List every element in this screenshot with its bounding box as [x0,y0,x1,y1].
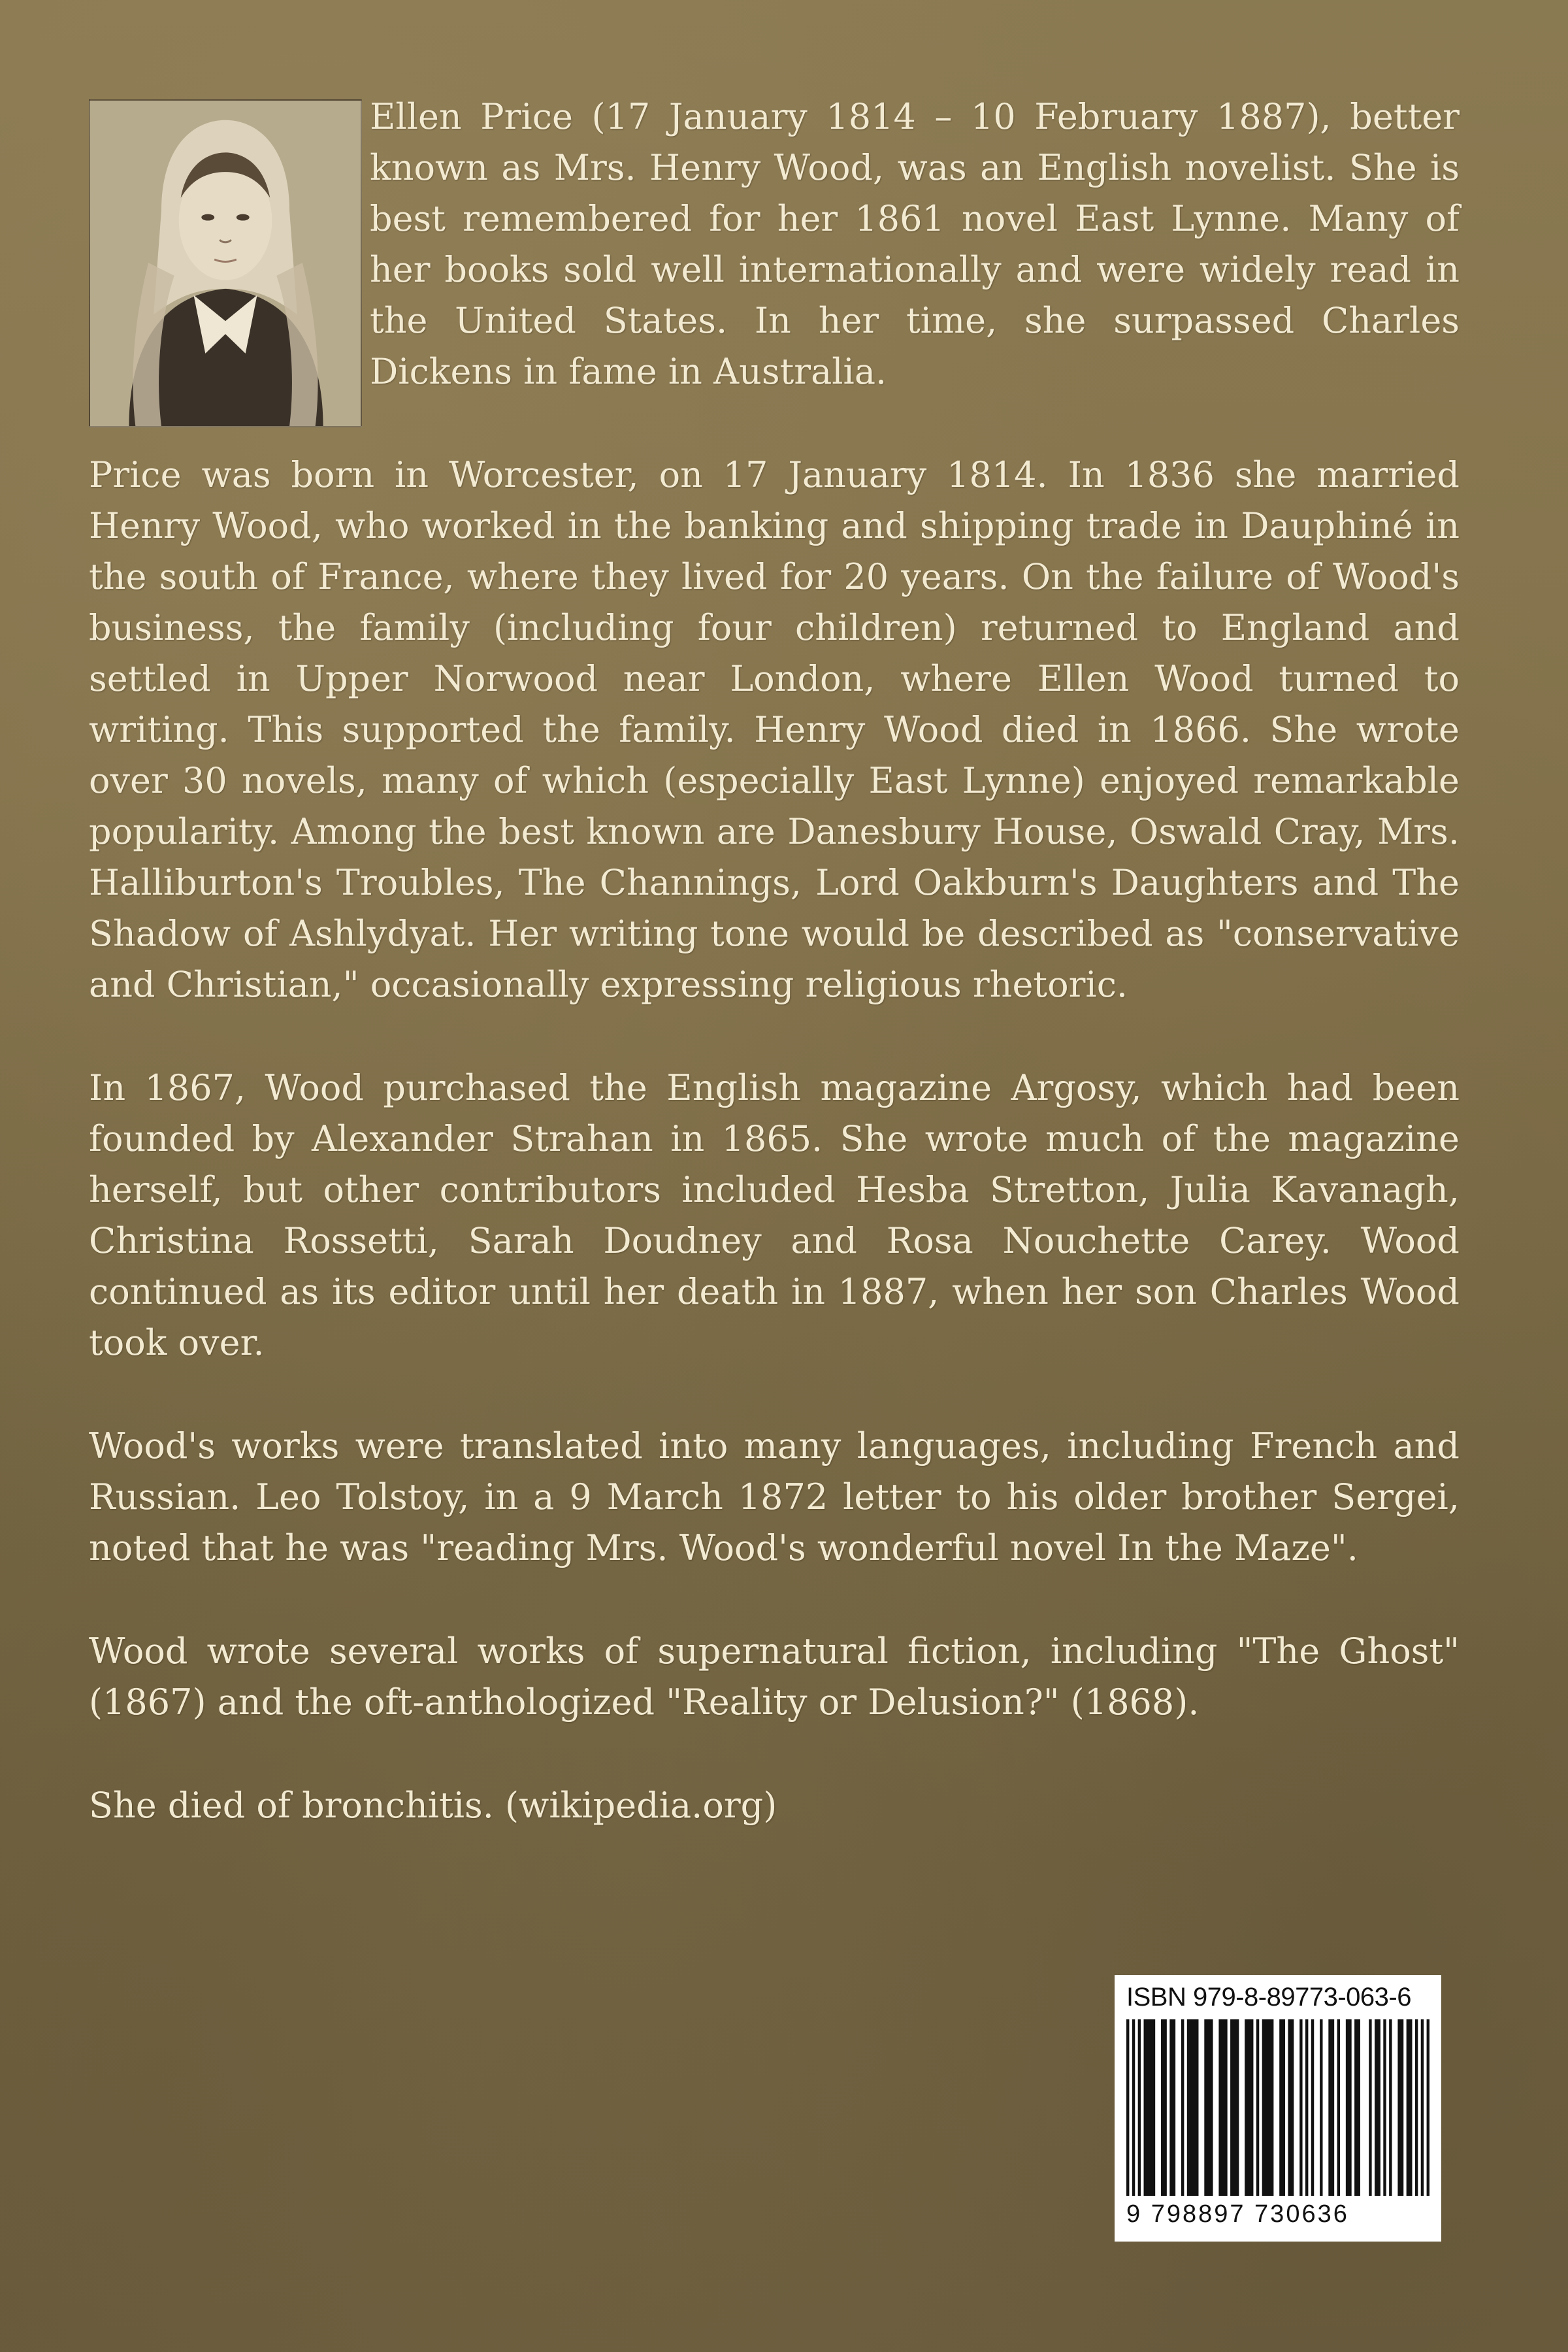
isbn-barcode-box [1115,1975,1441,2242]
barcode-bar [1375,2019,1380,2196]
barcode-bar [1138,2019,1141,2196]
barcode-bars [1126,2019,1429,2196]
bio-paragraph-5: Wood wrote several works of supernatural fiction, including "The Ghost" (1867) and the oft-anthologized "Reality or Delusion?" (1868). [89,1631,1460,1723]
barcode-bar [1288,2019,1294,2196]
barcode-bar [1328,2019,1334,2196]
portrait-illustration [90,101,361,426]
barcode-bar [1256,2019,1259,2196]
barcode-bar [1230,2019,1239,2196]
barcode-bar [1427,2019,1429,2196]
bio-paragraph-4: Wood's works were translated into many languages, including French and Russian. Leo Tolstoy, in a 9 March 1872 letter to his older brother Sergei, noted that he was "reading Mrs. Wood's wonderful novel In the Maze". [89,1425,1460,1568]
bio-paragraph-1: Ellen Price (17 January 1814 – 10 February 1887), better known as Mrs. Henry Wood, was an English novelist. She is best remembered for her 1861 novel East Lynne. Many of her books sold well internationally and were widely read in the United States. In her time, she surpassed Charles Dickens in fame in Australia. [370,96,1460,392]
author-portrait [89,99,362,427]
barcode-bar [1337,2019,1340,2196]
barcode-bar [1299,2019,1302,2196]
barcode-bar [1245,2019,1253,2196]
bio-paragraph-6: She died of bronchitis. (wikipedia.org) [89,1785,777,1826]
barcode-bar [1305,2019,1308,2196]
biography-text [89,91,1460,1883]
barcode-bar [1311,2019,1314,2196]
barcode-bar [1397,2019,1403,2196]
barcode-bar [1181,2019,1184,2196]
bio-paragraph-2: Price was born in Worcester, on 17 January 1814. In 1836 she married Henry Wood, who worked in the banking and shipping trade in Dauphiné in the south of France, where they lived for 20 years. On the failure of Wood's business, the family (including four children) returned to England and settled in Upper Norwood near London, where Ellen Wood turned to writing. This supported the family. Henry Wood died in 1866. She wrote over 30 novels, many of which (especially East Lynne) enjoyed remarkable popularity. Among the best known are Danesbury House, Oswald Cray, Mrs. Halliburton's Troubles, The Channings, Lord Oakburn's Daughters and The Shadow of Ashlydyat. Her writing tone would be described as "conservative and Christian," occasionally expressing religious rhetoric. [89,454,1460,1005]
bio-paragraph-3: In 1867, Wood purchased the English magazine Argosy, which had been founded by Alexander Strahan in 1865. She wrote much of the magazine herself, but other contributors included Hesba Stretton, Julia Kavanagh, Christina Rossetti, Sarah Doudney and Rosa Nouchette Carey. Wood continued as its editor until her death in 1887, when her son Charles Wood took over. [89,1067,1460,1363]
barcode-digits: 9 798897 730636 [1126,2200,1349,2228]
barcode-bar [1346,2019,1352,2196]
barcode-bar [1279,2019,1285,2196]
barcode-bar [1354,2019,1360,2196]
barcode-bar [1415,2019,1418,2196]
barcode-bar [1161,2019,1167,2196]
barcode-bar [1421,2019,1424,2196]
barcode-bar [1132,2019,1135,2196]
barcode-bar [1204,2019,1213,2196]
barcode-bar [1187,2019,1199,2196]
barcode-bar [1262,2019,1274,2196]
barcode-bar [1320,2019,1322,2196]
barcode-bar [1389,2019,1392,2196]
barcode-bar [1144,2019,1156,2196]
barcode-bar [1218,2019,1227,2196]
barcode-bar [1383,2019,1386,2196]
barcode-bar [1126,2019,1129,2196]
barcode-bar [1369,2019,1371,2196]
barcode-bar [1169,2019,1175,2196]
barcode-bar [1407,2019,1413,2196]
isbn-label: ISBN 979-8-89773-063-6 [1126,1983,1411,2012]
